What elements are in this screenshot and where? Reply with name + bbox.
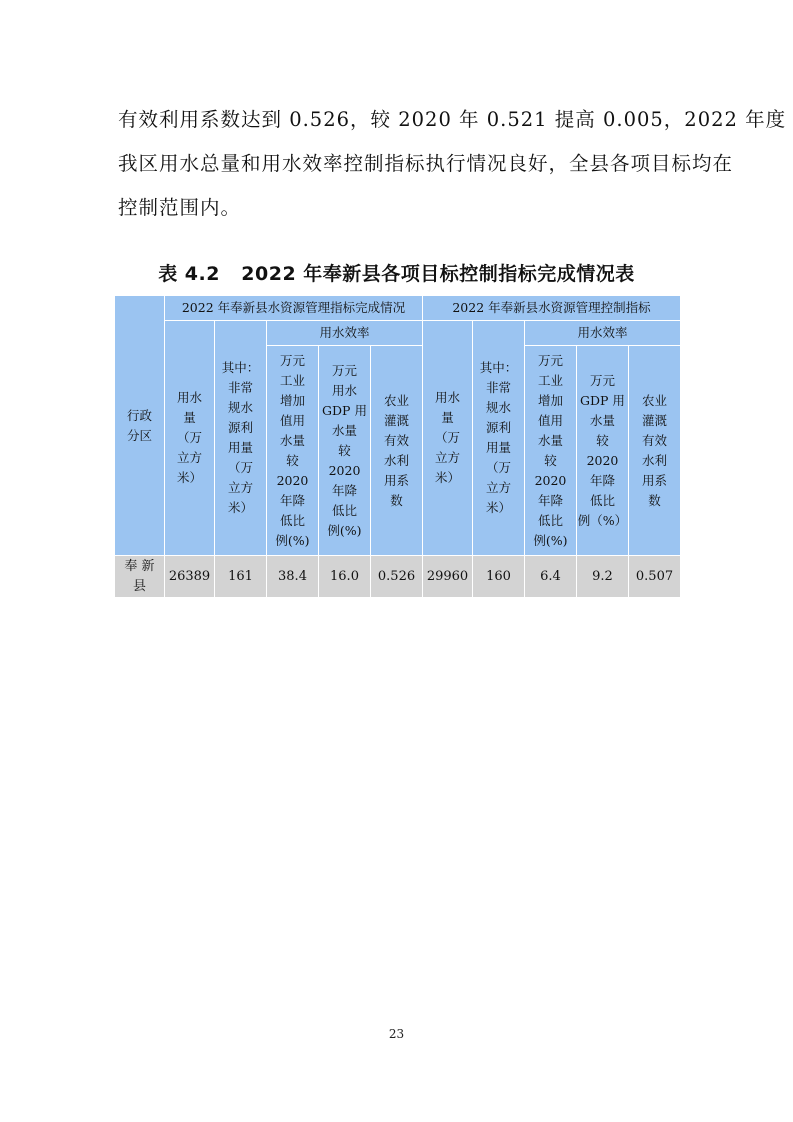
- region-cell: [115, 556, 165, 598]
- actual-group-header: 2022 年奉新县水资源管理指标完成情况: [165, 296, 423, 321]
- header-text: 万元 工业 增加 值用 水量 较 2020 年降 低比 例(%): [533, 352, 568, 548]
- header-text: 万元 工业 增加 值用 水量 较 2020 年降 低比 例(%): [275, 352, 310, 548]
- table-row: [115, 556, 681, 598]
- value-cell: 9.2: [577, 556, 629, 598]
- unconventional-target-header: [473, 321, 525, 556]
- target-group-header: 2022 年奉新县水资源管理控制指标: [423, 296, 681, 321]
- agri-header: [371, 346, 423, 556]
- paragraph-line: 控制范围内。: [118, 196, 242, 219]
- region-header-text: 行政 分区: [126, 407, 152, 443]
- header-text: 用水 量 （万 立方 米）: [176, 390, 202, 485]
- header-text: 万元 用水 GDP 用 水量 较 2020 年降 低比 例(%): [322, 362, 367, 538]
- page-number: 23: [388, 1027, 405, 1041]
- value-cell: 0.507: [629, 556, 681, 598]
- header-text: 其中： 非常 规水 源利 用量 （万 立方 米）: [221, 360, 260, 515]
- gdp-target-header: [577, 346, 629, 556]
- value-cell: 26389: [165, 556, 215, 598]
- header-text: 农业 灌溉 有效 水利 用系 数: [383, 392, 409, 508]
- industrial-target-header: [525, 346, 577, 556]
- unconventional-header: [215, 321, 267, 556]
- paragraph-line: 我区用水总量和用水效率控制指标执行情况良好，全县各项目标均在: [118, 152, 734, 175]
- header-text: 农业 灌溉 有效 水利 用系 数: [641, 392, 667, 508]
- header-text: 万元 GDP 用 水量 较 2020 年降 低比 例（%）: [577, 372, 628, 528]
- industrial-header: [267, 346, 319, 556]
- body-paragraph: [118, 98, 787, 230]
- paragraph-line: 有效利用系数达到 0.526，较 2020 年 0.521 提高 0.005，2022 年度: [118, 108, 787, 131]
- gdp-header: [319, 346, 371, 556]
- total-use-header: [165, 321, 215, 556]
- value-cell: 16.0: [319, 556, 371, 598]
- total-use-target-header: [423, 321, 473, 556]
- agri-target-header: [629, 346, 681, 556]
- region-name: 奉 新 县: [124, 558, 155, 594]
- value-cell: 160: [473, 556, 525, 598]
- value-cell: 6.4: [525, 556, 577, 598]
- efficiency-target-header: 用水效率: [525, 321, 681, 346]
- value-cell: 0.526: [371, 556, 423, 598]
- header-text: 其中： 非常 规水 源利 用量 （万 立方 米）: [479, 360, 518, 515]
- efficiency-header: 用水效率: [267, 321, 423, 346]
- table-caption: 表 4.2 2022 年奉新县各项目标控制指标完成情况表: [158, 263, 635, 285]
- header-text: 用水 量 （万 立方 米）: [434, 390, 460, 485]
- indicator-table: [114, 295, 681, 598]
- value-cell: 161: [215, 556, 267, 598]
- region-header: [115, 296, 165, 556]
- value-cell: 29960: [423, 556, 473, 598]
- value-cell: 38.4: [267, 556, 319, 598]
